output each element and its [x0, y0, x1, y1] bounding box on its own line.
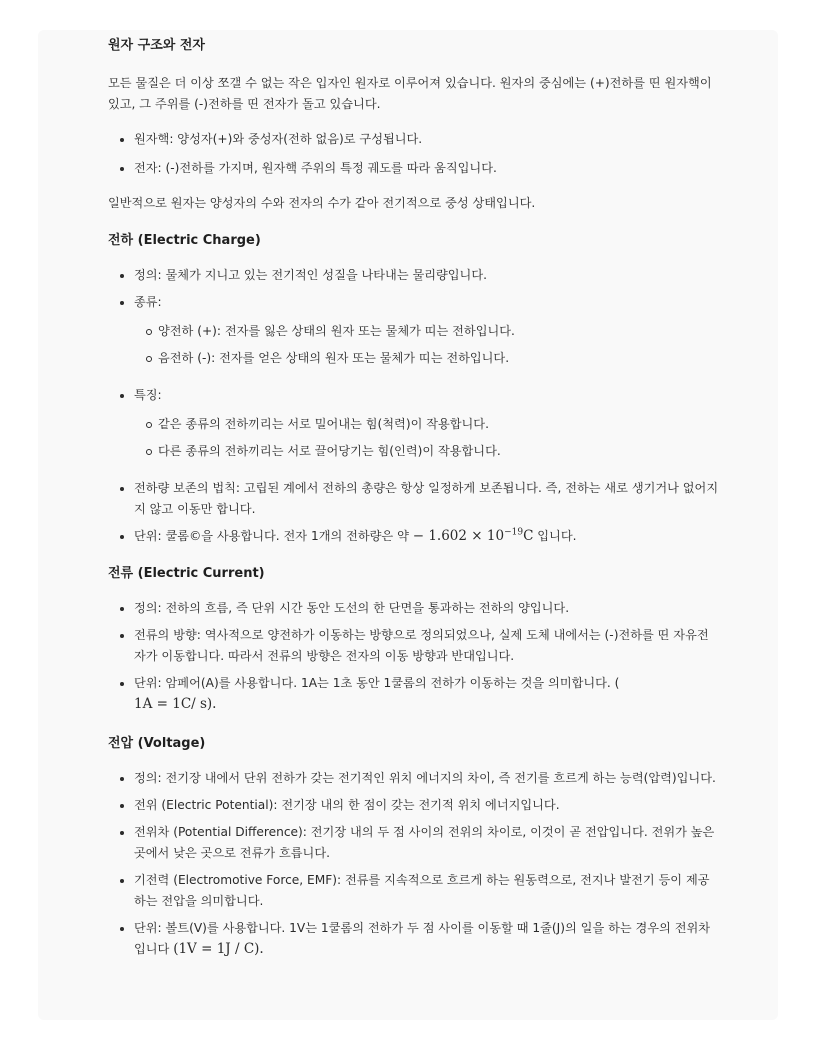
charge-list-2	[108, 478, 720, 547]
charge-features-label: 특징:	[108, 385, 720, 406]
atom-outro: 일반적으로 원자는 양성자의 수와 전자의 수가 같아 전기적으로 중성 상태입니다.	[108, 196, 536, 210]
voltage-list	[108, 768, 720, 960]
section-title-charge: 전하 (Electric Charge)	[108, 233, 261, 248]
charge-unit-math	[413, 528, 534, 544]
voltage-potential-difference: 전위차 (Potential Difference): 전기장 내의 두 점 사이의 전위의 차이로, 이것이 곧 전압입니다. 전위가 높은 곳에서 낮은 곳으로 전류가 흐릅니다.	[108, 822, 720, 864]
charge-features	[108, 385, 720, 406]
atom-list	[108, 129, 720, 179]
voltage-unit	[108, 918, 720, 960]
document-body	[108, 30, 720, 960]
current-direction: 전류의 방향: 역사적으로 양전하가 이동하는 방향으로 정의되었으나, 실제 도체 내에서는 (-)전하를 띤 자유전자가 이동합니다. 따라서 전류의 방향은 전자의 이동 방향과 반대입니다.	[108, 625, 720, 667]
charge-features-list	[108, 414, 720, 462]
voltage-emf: 기전력 (Electromotive Force, EMF): 전류를 지속적으로 흐르게 하는 원동력으로, 전지나 발전기 등이 제공하는 전압을 의미합니다.	[108, 870, 720, 912]
charge-kind-positive: 양전하 (+): 전자를 잃은 상태의 원자 또는 물체가 띠는 전하입니다.	[108, 321, 720, 342]
atom-intro: 모든 물질은 더 이상 쪼갤 수 없는 작은 입자인 원자로 이루어져 있습니다. 원자의 중심에는 (+)전하를 띤 원자핵이 있고, 그 주위를 (-)전하를 띤 전자가 돌고 있습니다.	[108, 76, 712, 111]
charge-unit-text: 단위: 쿨롬©을 사용합니다. 전자 1개의 전하량은 약	[134, 529, 409, 543]
charge-kind-negative: 음전하 (-): 전자를 얻은 상태의 원자 또는 물체가 띠는 전하입니다.	[108, 348, 720, 369]
charge-unit-tail: 입니다.	[537, 529, 577, 543]
current-definition: 정의: 전하의 흐름, 즉 단위 시간 동안 도선의 한 단면을 통과하는 전하의 양입니다.	[108, 598, 720, 619]
voltage-potential: 전위 (Electric Potential): 전기장 내의 한 점이 갖는 전기적 위치 에너지입니다.	[108, 795, 720, 816]
atom-list-item-nucleus: 원자핵: 양성자(+)와 중성자(전하 없음)로 구성됩니다.	[108, 129, 720, 150]
charge-unit	[108, 526, 720, 547]
charge-feature-repel: 같은 종류의 전하끼리는 서로 밀어내는 힘(척력)이 작용합니다.	[108, 414, 720, 435]
voltage-unit-text: 단위: 볼트(V)를 사용합니다. 1V는 1쿨롬의 전하가 두 점 사이를 이동할 때 1줄(J)의 일을 하는 경우의 전위차입니다	[134, 921, 711, 956]
atom-list-item-electron: 전자: (-)전하를 가지며, 원자핵 주위의 특정 궤도를 따라 움직입니다.	[108, 158, 720, 179]
charge-feature-attract: 다른 종류의 전하끼리는 서로 끌어당기는 힘(인력)이 작용합니다.	[108, 441, 720, 462]
charge-conservation: 전하량 보존의 법칙: 고립된 계에서 전하의 총량은 항상 일정하게 보존됩니다. 즉, 전하는 새로 생기거나 없어지지 않고 이동만 합니다.	[108, 478, 720, 520]
current-unit-math: 1A = 1C/ s).	[134, 696, 217, 712]
section-title-voltage: 전압 (Voltage)	[108, 736, 206, 751]
charge-unit-math-exp: −19	[504, 527, 524, 538]
charge-definition: 정의: 물체가 지니고 있는 전기적인 성질을 나타내는 물리량입니다.	[108, 265, 720, 286]
current-unit	[108, 673, 720, 715]
charge-kinds-label: 종류:	[134, 295, 162, 309]
voltage-definition: 정의: 전기장 내에서 단위 전하가 갖는 전기적인 위치 에너지의 차이, 즉 전기를 흐르게 하는 능력(압력)입니다.	[108, 768, 720, 789]
charge-kinds-list	[108, 321, 720, 369]
charge-list	[108, 265, 720, 313]
charge-unit-math-base: − 1.602 × 10	[412, 528, 505, 544]
current-list	[108, 598, 720, 715]
section-title-current: 전류 (Electric Current)	[108, 566, 265, 581]
current-unit-text: 단위: 암페어(A)를 사용합니다. 1A는 1초 동안 1쿨롬의 전하가 이동하는 것을 의미합니다. (	[134, 676, 620, 690]
charge-unit-math-unit: C	[523, 528, 534, 544]
voltage-unit-math: (1V = 1J / C).	[173, 941, 264, 957]
section-title-atom: 원자 구조와 전자	[108, 38, 205, 53]
charge-kinds	[108, 292, 720, 313]
